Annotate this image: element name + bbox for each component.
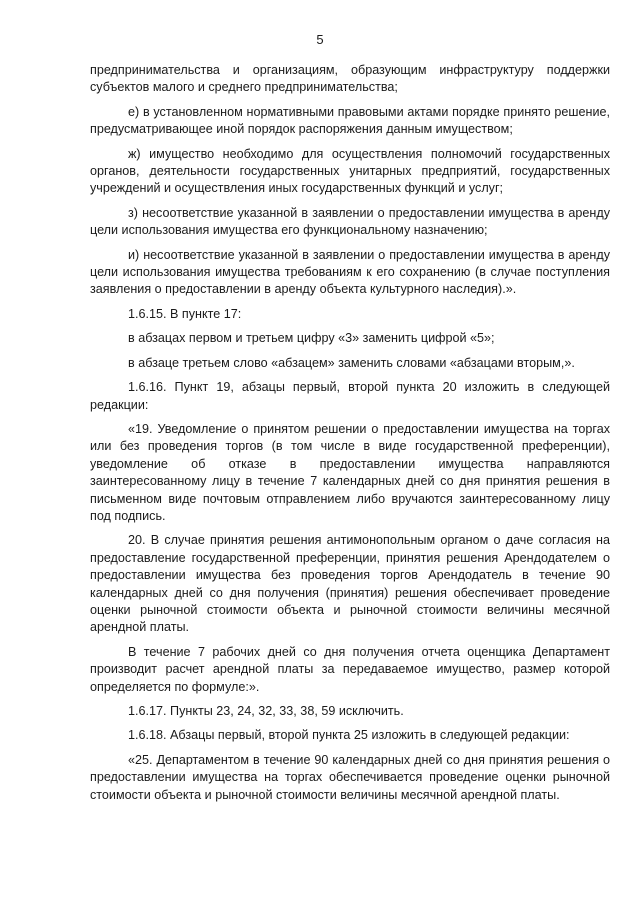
paragraph-rent-calculation: В течение 7 рабочих дней со дня получения отчета оценщика Департамент производит расчет арендной платы за передаваемое имущество, размер которой определяется по формуле:». bbox=[90, 644, 610, 694]
paragraph-item-z: з) несоответствие указанной в заявлении о предоставлении имущества в аренду цели использования имущества его функциональному назначению; bbox=[90, 205, 610, 238]
paragraph-point-20: 20. В случае принятия решения антимонопольным органом о даче согласия на предоставление государственной преференции, принятия решения Арендодателем о предоставлении имущества без проведения торгов Арендодатель в течение 90 календарных дней со дня получения (принятия) решения обеспечивает проведение оценки рыночной стоимости объекта и рыночной стоимости величины месячной арендной платы. bbox=[90, 533, 610, 635]
paragraph-replace-word: в абзаце третьем слово «абзацем» заменить словами «абзацами вторым,». bbox=[128, 355, 575, 370]
paragraph-1-6-18: 1.6.18. Абзацы первый, второй пункта 25 изложить в следующей редакции: bbox=[128, 728, 570, 743]
paragraph-1-6-16: 1.6.16. Пункт 19, абзацы первый, второй пункта 20 изложить в следующей редакции: bbox=[90, 380, 610, 412]
paragraph-point-25: «25. Департаментом в течение 90 календарных дней со дня принятия решения о предоставлении имущества на торгах обеспечивается проведение оценки рыночной стоимости объекта и рыночной стоимости величины месячной арендной платы. bbox=[90, 752, 610, 802]
document-body bbox=[90, 62, 610, 811]
paragraph-point-19: «19. Уведомление о принятом решении о предоставлении имущества на торгах или без проведения торгов (в том числе в виде государственной преференции), уведомление об отказе в предоставлении имущества направляются заинтересованному лицу в течение 7 календарных дней со дня принятия решения в письменном виде почтовым отправлением либо вручаются заинтересованному лицу под подпись. bbox=[90, 421, 610, 523]
page-number: 5 bbox=[316, 32, 324, 47]
paragraph-continuation: предпринимательства и организациям, образующим инфраструктуру поддержки субъектов малого и среднего предпринимательства; bbox=[90, 63, 610, 95]
paragraph-1-6-15: 1.6.15. В пункте 17: bbox=[128, 306, 242, 321]
paragraph-item-e: е) в установленном нормативными правовыми актами порядке принято решение, предусматривающее иной порядок распоряжения данным имуществом; bbox=[90, 104, 610, 137]
paragraph-1-6-17: 1.6.17. Пункты 23, 24, 32, 33, 38, 59 исключить. bbox=[128, 704, 404, 718]
paragraph-replace-digit: в абзацах первом и третьем цифру «3» заменить цифрой «5»; bbox=[128, 331, 495, 346]
paragraph-item-zh: ж) имущество необходимо для осуществления полномочий государственных органов, деятельности государственных унитарных предприятий, государственных учреждений и осуществления иных государственных функций и услуг; bbox=[90, 146, 610, 196]
paragraph-item-i: и) несоответствие указанной в заявлении о предоставлении имущества в аренду цели использования имущества требованиям к его сохранению (в случае поступления заявления о предоставлении в аренду объекта культурного наследия).». bbox=[90, 247, 610, 297]
